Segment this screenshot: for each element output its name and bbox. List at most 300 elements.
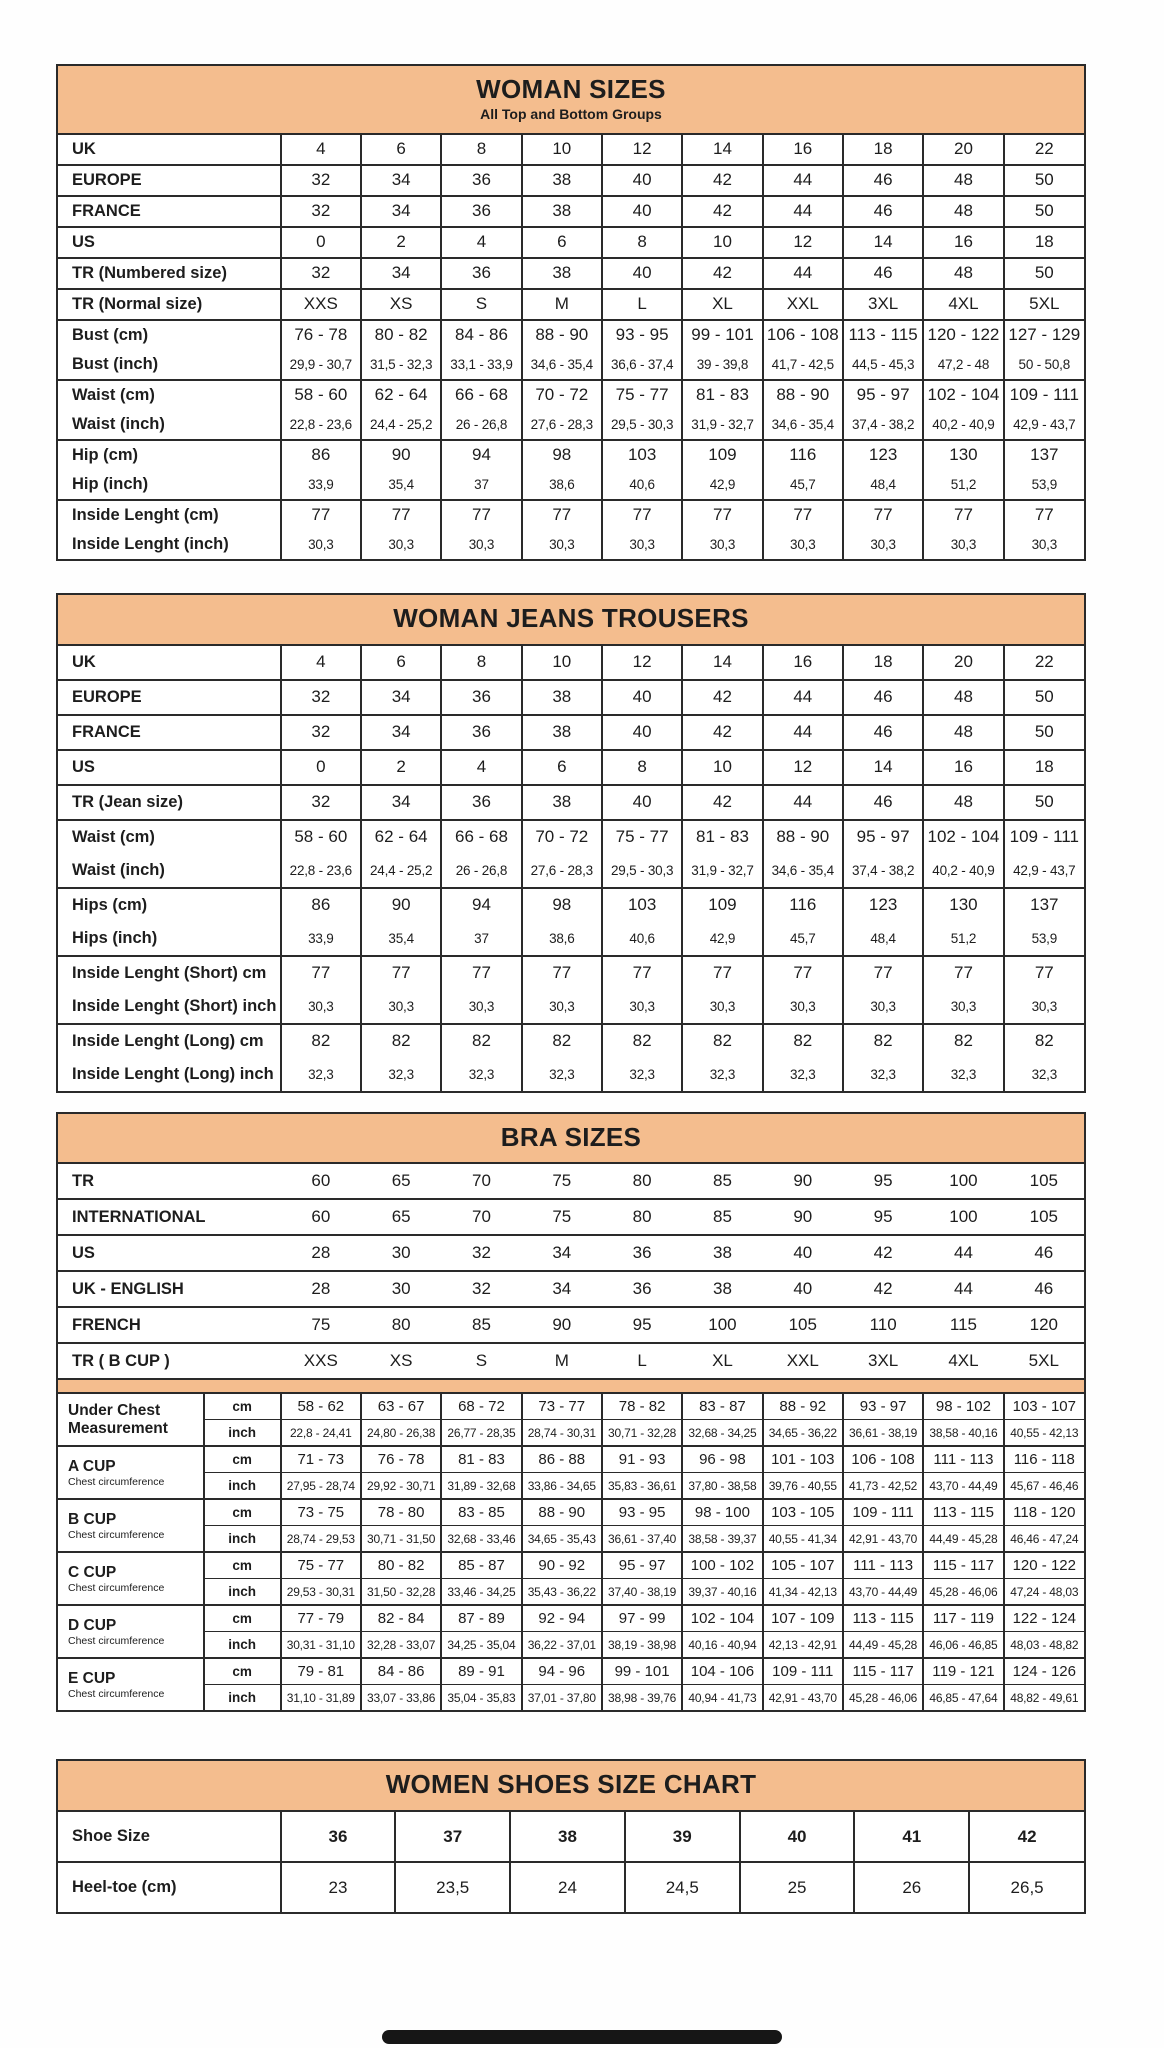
cell-value: 36,61 - 37,40 — [602, 1526, 682, 1553]
cell-value: 124 - 126 — [1004, 1658, 1084, 1685]
cell-value: 35,43 - 36,22 — [522, 1579, 602, 1606]
cell-value: 38 — [522, 165, 602, 196]
cell-value: 48 — [923, 165, 1003, 196]
cell-value: 77 — [1004, 500, 1084, 530]
row-label — [58, 1446, 204, 1499]
cell-value: 106 - 108 — [763, 320, 843, 350]
cell-value: 36,6 - 37,4 — [602, 350, 682, 380]
unit-label: inch — [204, 1526, 281, 1553]
table-row — [58, 1862, 1084, 1912]
unit-label: cm — [204, 1446, 281, 1473]
cell-value: 42,13 - 42,91 — [763, 1632, 843, 1659]
cell-value: 18 — [1004, 227, 1084, 258]
cell-value: 42 — [682, 165, 762, 196]
cell-value: 42,9 - 43,7 — [1004, 410, 1084, 440]
cell-value: 77 — [361, 500, 441, 530]
cell-value: 77 — [522, 500, 602, 530]
unit-label: inch — [204, 1420, 281, 1447]
cell-value: 94 - 96 — [522, 1658, 602, 1685]
row-label: INTERNATIONAL — [58, 1199, 281, 1235]
cell-value: 34,65 - 35,43 — [522, 1526, 602, 1553]
cell-value: 6 — [522, 227, 602, 258]
cell-value: 50 — [1004, 715, 1084, 750]
cell-value: 23,5 — [395, 1862, 510, 1912]
cell-value: 94 — [441, 440, 521, 470]
cell-value: 77 — [763, 956, 843, 990]
row-label: FRANCE — [58, 196, 281, 227]
cell-value: 103 — [602, 888, 682, 922]
cell-value: 44,49 - 45,28 — [923, 1526, 1003, 1553]
row-label — [58, 1499, 204, 1552]
cell-value: 36 — [441, 785, 521, 820]
cell-value: 70 - 72 — [522, 380, 602, 410]
cell-value: 78 - 80 — [361, 1499, 441, 1526]
cell-value: 46 — [843, 785, 923, 820]
woman-sizes-grid — [58, 135, 1084, 559]
cell-value: 75 — [552, 1171, 572, 1191]
cup-sublabel: Chest circumference — [68, 1581, 165, 1594]
row-label: TR (Numbered size) — [58, 258, 281, 289]
cell-value: 31,9 - 32,7 — [682, 854, 762, 888]
cell-value: 32,68 - 34,25 — [682, 1420, 762, 1447]
cell-value: 77 — [843, 956, 923, 990]
cell-value: 120 - 122 — [923, 320, 1003, 350]
cell-value: 16 — [763, 135, 843, 165]
cell-value: 12 — [763, 750, 843, 785]
row-label: EUROPE — [58, 165, 281, 196]
cell-value: 96 - 98 — [682, 1446, 762, 1473]
cell-value: 50 — [1004, 165, 1084, 196]
cell-value: 92 - 94 — [522, 1605, 602, 1632]
cell-value: 42 — [682, 680, 762, 715]
cell-value: 41 — [854, 1812, 969, 1862]
unit-label: cm — [204, 1658, 281, 1685]
cell-value: 31,9 - 32,7 — [682, 410, 762, 440]
unit-label: inch — [204, 1632, 281, 1659]
cell-value: 116 — [763, 888, 843, 922]
cell-value: 90 — [522, 1307, 602, 1343]
cell-value: 30,3 — [682, 530, 762, 559]
row-label: TR — [72, 1171, 94, 1190]
cell-value: 40,94 - 41,73 — [682, 1685, 762, 1711]
bra-cup-grid — [58, 1394, 1084, 1710]
cell-value: XXS — [281, 289, 361, 320]
cell-value: 30 — [361, 1235, 441, 1271]
table-row — [58, 1658, 1084, 1685]
cell-value: 26 — [854, 1862, 969, 1912]
cell-value: 39 — [625, 1812, 740, 1862]
cell-value: 32,3 — [361, 1058, 441, 1091]
row-label: Shoe Size — [72, 1827, 150, 1846]
cell-value: 100 — [923, 1199, 1003, 1235]
table-row — [58, 785, 1084, 820]
cell-value: 32,3 — [923, 1058, 1003, 1091]
cell-value: 38 — [522, 715, 602, 750]
cell-value: 83 - 87 — [682, 1394, 762, 1420]
table-row — [58, 1579, 1084, 1606]
cell-value: 103 - 105 — [763, 1499, 843, 1526]
cell-value: 42 — [969, 1812, 1084, 1862]
cell-value: 32 — [281, 715, 361, 750]
cell-value: 77 — [281, 500, 361, 530]
table-row — [58, 380, 1084, 410]
row-label: Inside Lenght (Long) cm — [58, 1024, 281, 1058]
cell-value: XXS — [281, 1343, 361, 1378]
cell-value: 70 — [441, 1199, 521, 1235]
cell-value: L — [602, 289, 682, 320]
cell-value: 73 - 75 — [281, 1499, 361, 1526]
cell-value: 33,46 - 34,25 — [441, 1579, 521, 1606]
cell-value: 41,7 - 42,5 — [763, 350, 843, 380]
cell-value: 119 - 121 — [923, 1658, 1003, 1685]
cell-value: 70 — [472, 1171, 491, 1191]
cell-value: 40 — [740, 1812, 855, 1862]
cell-value: 32,3 — [843, 1058, 923, 1091]
bra-conversion-grid — [58, 1164, 1084, 1378]
table-row — [58, 470, 1084, 500]
cell-value: 40,2 - 40,9 — [923, 854, 1003, 888]
cup-sublabel: Chest circumference — [68, 1528, 165, 1541]
table-row — [58, 1024, 1084, 1058]
cell-value: 43,70 - 44,49 — [843, 1579, 923, 1606]
cell-value: 30,31 - 31,10 — [281, 1632, 361, 1659]
cell-value: 37 — [395, 1812, 510, 1862]
cell-value: 46 — [1004, 1235, 1084, 1271]
cell-value: 37,80 - 38,58 — [682, 1473, 762, 1500]
cell-value: 0 — [281, 227, 361, 258]
cell-value: 32,3 — [602, 1058, 682, 1091]
row-label: Bust (inch) — [72, 354, 159, 373]
cup-name: A CUP — [68, 1457, 116, 1475]
cell-value: 32 — [281, 165, 361, 196]
cell-value: 40,55 - 42,13 — [1004, 1420, 1084, 1447]
cell-value: 88 - 90 — [522, 1499, 602, 1526]
cell-value: 22 — [1004, 135, 1084, 165]
table-row — [58, 1685, 1084, 1711]
cell-value: 30,3 — [923, 990, 1003, 1024]
table-row — [58, 1058, 1084, 1091]
row-label — [58, 1605, 204, 1658]
cell-value: 85 — [682, 1199, 762, 1235]
cell-value: 98 — [522, 440, 602, 470]
cell-value: 26 - 26,8 — [441, 854, 521, 888]
cell-value: 44 — [763, 258, 843, 289]
cell-value: 30,3 — [1004, 990, 1084, 1024]
cell-value: 26 - 26,8 — [441, 410, 521, 440]
cell-value: 34,25 - 35,04 — [441, 1632, 521, 1659]
cell-value: 40 — [602, 196, 682, 227]
cell-value: 48 — [923, 258, 1003, 289]
cell-value: 42 — [682, 258, 762, 289]
cell-value: 46 — [1004, 1271, 1084, 1307]
table-row — [58, 196, 1084, 227]
cell-value: 24,5 — [625, 1862, 740, 1912]
cell-value: 95 — [602, 1307, 682, 1343]
cell-value: 16 — [923, 750, 1003, 785]
cell-value: 32 — [281, 680, 361, 715]
cell-value: 32 — [441, 1235, 521, 1271]
cell-value: 86 — [281, 440, 361, 470]
table-row — [58, 1164, 1084, 1199]
cell-value: 29,9 - 30,7 — [281, 350, 361, 380]
cell-value: 36,22 - 37,01 — [522, 1632, 602, 1659]
cell-value: 38 — [522, 785, 602, 820]
cell-value: 75 — [281, 1307, 361, 1343]
cell-value: 82 — [281, 1024, 361, 1058]
cell-value: 62 - 64 — [361, 820, 441, 854]
row-label: TR ( B CUP ) — [58, 1343, 281, 1378]
cell-value: 38 — [510, 1812, 625, 1862]
cell-value: 123 — [843, 888, 923, 922]
cell-value: 58 - 62 — [281, 1394, 361, 1420]
cell-value: 51,2 — [923, 922, 1003, 956]
cell-value: 34 — [361, 680, 441, 715]
cell-value: 113 - 115 — [843, 320, 923, 350]
cell-value: 42,9 — [682, 922, 762, 956]
table-row — [58, 1812, 1084, 1862]
cell-value: 48,03 - 48,82 — [1004, 1632, 1084, 1659]
cell-value: 42 — [682, 715, 762, 750]
cell-value: 23 — [281, 1862, 396, 1912]
cell-value: 14 — [682, 646, 762, 680]
cell-value: 40 — [602, 715, 682, 750]
table-row — [58, 750, 1084, 785]
cell-value: 42,91 - 43,70 — [763, 1685, 843, 1711]
row-label: UK - ENGLISH — [58, 1271, 281, 1307]
cell-value: 30,71 - 32,28 — [602, 1420, 682, 1447]
table-row — [58, 350, 1084, 380]
cell-value: 46,06 - 46,85 — [923, 1632, 1003, 1659]
cell-value: 77 - 79 — [281, 1605, 361, 1632]
cell-value: 22,8 - 23,6 — [281, 854, 361, 888]
cell-value: 18 — [1004, 750, 1084, 785]
cell-value: 46 — [843, 715, 923, 750]
cell-value: 93 - 95 — [602, 1499, 682, 1526]
cell-value: 80 — [632, 1171, 652, 1191]
cell-value: 50 — [1004, 196, 1084, 227]
cell-value: 77 — [441, 956, 521, 990]
cell-value: 122 - 124 — [1004, 1605, 1084, 1632]
unit-label: cm — [204, 1394, 281, 1420]
cell-value: 36,61 - 38,19 — [843, 1420, 923, 1447]
cell-value: 79 - 81 — [281, 1658, 361, 1685]
cell-value: 45,28 - 46,06 — [843, 1685, 923, 1711]
cell-value: 34,6 - 35,4 — [522, 350, 602, 380]
home-indicator-bar — [382, 2030, 782, 2044]
cell-value: 38 — [522, 258, 602, 289]
cell-value: 34 — [522, 1271, 602, 1307]
cell-value: 137 — [1004, 888, 1084, 922]
cell-value: 100 — [682, 1307, 762, 1343]
row-label: Hips (cm) — [58, 888, 281, 922]
cup-name: E CUP — [68, 1669, 116, 1687]
row-label: Waist (inch) — [72, 860, 165, 879]
table-row — [58, 888, 1084, 922]
cell-value: 44 — [763, 680, 843, 715]
cell-value: 44 — [763, 165, 843, 196]
cell-value: 77 — [682, 500, 762, 530]
cell-value: 20 — [923, 135, 1003, 165]
cell-value: XS — [361, 1343, 441, 1378]
cell-value: 84 - 86 — [361, 1658, 441, 1685]
shoes-header — [58, 1761, 1084, 1812]
cell-value: 88 - 90 — [522, 320, 602, 350]
table-row — [58, 320, 1084, 350]
cell-value: 80 — [602, 1199, 682, 1235]
cell-value: 84 - 86 — [441, 320, 521, 350]
cell-value: 109 - 111 — [843, 1499, 923, 1526]
cell-value: 77 — [843, 500, 923, 530]
table-row — [58, 1552, 1084, 1579]
cell-value: 47,24 - 48,03 — [1004, 1579, 1084, 1606]
cell-value: 4 — [441, 750, 521, 785]
divider-strip — [58, 1378, 1084, 1394]
cell-value: 101 - 103 — [763, 1446, 843, 1473]
cell-value: 40,6 — [602, 922, 682, 956]
cell-value: 102 - 104 — [923, 380, 1003, 410]
cell-value: 99 - 101 — [682, 320, 762, 350]
cell-value: S — [441, 1343, 521, 1378]
table-subtitle: All Top and Bottom Groups — [480, 105, 662, 122]
cell-value: 50 — [1004, 258, 1084, 289]
cell-value: 127 - 129 — [1004, 320, 1084, 350]
cell-value: 115 - 117 — [843, 1658, 923, 1685]
cell-value: 89 - 91 — [441, 1658, 521, 1685]
cell-value: 36 — [441, 258, 521, 289]
cell-value: 38,58 - 39,37 — [682, 1526, 762, 1553]
cell-value: 24,4 - 25,2 — [361, 410, 441, 440]
cell-value: 31,50 - 32,28 — [361, 1579, 441, 1606]
cell-value: 35,04 - 35,83 — [441, 1685, 521, 1711]
cell-value: 30,3 — [923, 530, 1003, 559]
cell-value: 105 — [1029, 1171, 1058, 1191]
cell-value: 77 — [682, 956, 762, 990]
row-label: US — [58, 750, 281, 785]
cell-value: 46,46 - 47,24 — [1004, 1526, 1084, 1553]
table-row — [58, 258, 1084, 289]
cell-value: 86 — [281, 888, 361, 922]
cell-value: 85 — [713, 1171, 732, 1191]
cell-value: M — [522, 1343, 602, 1378]
cell-value: 8 — [441, 646, 521, 680]
cell-value: 44,5 - 45,3 — [843, 350, 923, 380]
cell-value: 30,3 — [602, 990, 682, 1024]
row-label — [58, 1658, 204, 1710]
cell-value: 38,58 - 40,16 — [923, 1420, 1003, 1447]
cell-value: 42 — [843, 1235, 923, 1271]
cell-value: 45,7 — [763, 922, 843, 956]
cell-value: 31,10 - 31,89 — [281, 1685, 361, 1711]
cell-value: 30,3 — [1004, 530, 1084, 559]
cell-value: 98 - 102 — [923, 1394, 1003, 1420]
cup-sublabel: Chest circumference — [68, 1475, 165, 1488]
table-row — [58, 1446, 1084, 1473]
cell-value: 77 — [522, 956, 602, 990]
cell-value: 40 — [763, 1271, 843, 1307]
row-label: Inside Lenght (Short) cm — [58, 956, 281, 990]
cell-value: 48 — [923, 785, 1003, 820]
cell-value: 29,92 - 30,71 — [361, 1473, 441, 1500]
table-row — [58, 227, 1084, 258]
cell-value: 31,5 - 32,3 — [361, 350, 441, 380]
cell-value: 48,4 — [843, 470, 923, 500]
cell-value: 3XL — [843, 289, 923, 320]
cup-sublabel: Chest circumference — [68, 1687, 165, 1700]
cell-value: 28 — [281, 1235, 361, 1271]
cell-value: 10 — [682, 227, 762, 258]
cell-value: 81 - 83 — [682, 820, 762, 854]
cell-value: 82 — [602, 1024, 682, 1058]
cell-value: 82 - 84 — [361, 1605, 441, 1632]
table-row — [58, 410, 1084, 440]
cell-value: 36 — [602, 1235, 682, 1271]
cell-value: 38 — [682, 1271, 762, 1307]
cell-value: 30,3 — [763, 530, 843, 559]
cell-value: 16 — [763, 646, 843, 680]
row-label: Inside Lenght (inch) — [72, 534, 229, 553]
cell-value: 34,6 - 35,4 — [763, 410, 843, 440]
cell-value: 60 — [281, 1199, 361, 1235]
cell-value: 30,71 - 31,50 — [361, 1526, 441, 1553]
cell-value: 75 - 77 — [281, 1552, 361, 1579]
cell-value: 8 — [602, 227, 682, 258]
cell-value: 110 — [843, 1307, 923, 1343]
table-row — [58, 956, 1084, 990]
cell-value: 113 - 115 — [923, 1499, 1003, 1526]
cell-value: 24 — [510, 1862, 625, 1912]
cell-value: 44 — [763, 785, 843, 820]
cell-value: 34 — [361, 258, 441, 289]
cell-value: XL — [682, 1343, 762, 1378]
cell-value: 58 - 60 — [281, 820, 361, 854]
cell-value: 62 - 64 — [361, 380, 441, 410]
cell-value: 27,6 - 28,3 — [522, 410, 602, 440]
cell-value: 32 — [441, 1271, 521, 1307]
cell-value: 34,6 - 35,4 — [763, 854, 843, 888]
cell-value: 30,3 — [843, 530, 923, 559]
table-row — [58, 1343, 1084, 1378]
cell-value: 117 - 119 — [923, 1605, 1003, 1632]
cell-value: 105 - 107 — [763, 1552, 843, 1579]
cell-value: 44 — [763, 715, 843, 750]
cell-value: 4 — [441, 227, 521, 258]
cell-value: 45,7 — [763, 470, 843, 500]
cell-value: 27,6 - 28,3 — [522, 854, 602, 888]
cell-value: 109 - 111 — [1004, 380, 1084, 410]
cup-name: D CUP — [68, 1616, 117, 1634]
row-label: Heel-toe (cm) — [58, 1862, 281, 1912]
cell-value: 102 - 104 — [923, 820, 1003, 854]
table-row — [58, 440, 1084, 470]
cell-value: 46 — [843, 258, 923, 289]
cell-value: 33,9 — [281, 922, 361, 956]
cell-value: 46,85 - 47,64 — [923, 1685, 1003, 1711]
cell-value: L — [602, 1343, 682, 1378]
table-row — [58, 854, 1084, 888]
cell-value: 50 — [1004, 785, 1084, 820]
cell-value: 35,4 — [361, 470, 441, 500]
row-label: Inside Lenght (Long) inch — [72, 1064, 274, 1083]
cell-value: 94 — [441, 888, 521, 922]
cell-value: 12 — [602, 135, 682, 165]
table-title: WOMAN JEANS TROUSERS — [393, 602, 749, 633]
cell-value: 71 - 73 — [281, 1446, 361, 1473]
cell-value: 123 — [843, 440, 923, 470]
cell-value: 18 — [843, 135, 923, 165]
cell-value: 82 — [923, 1024, 1003, 1058]
cell-value: 12 — [763, 227, 843, 258]
woman-sizes-header — [58, 66, 1084, 135]
